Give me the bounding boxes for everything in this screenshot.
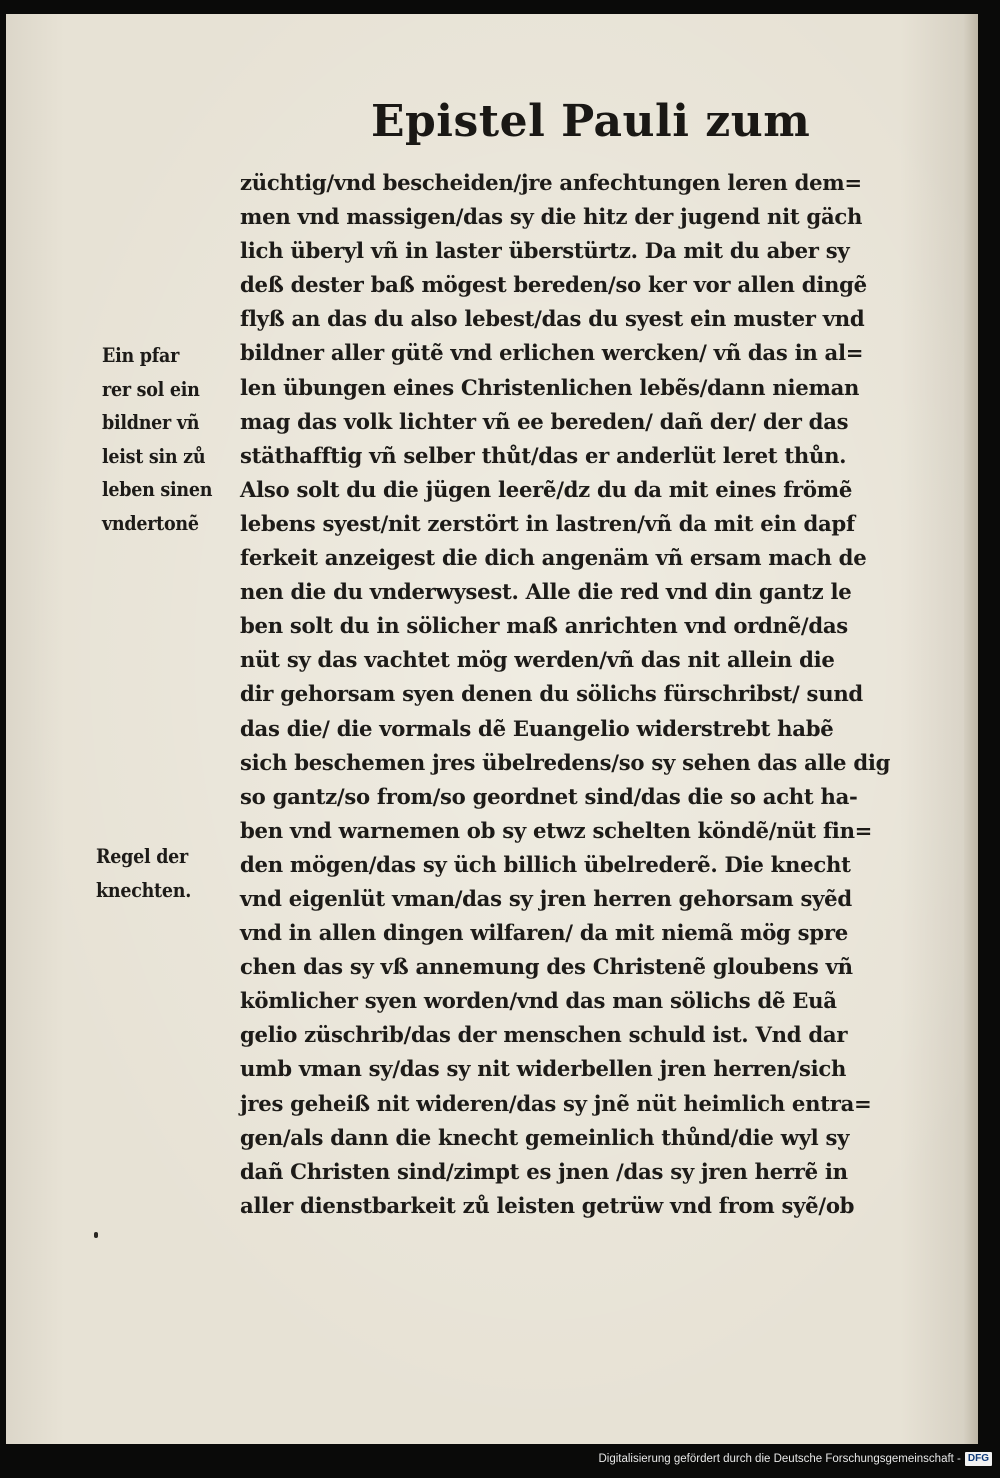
dfg-logo-icon: DFG	[965, 1452, 992, 1466]
text-line: stäthafftig vñ selber thůt/das er anderlüt leret thůn.	[240, 443, 847, 469]
text-line: ferkeit anzeigest die dich angenäm vñ ersam mach de	[240, 546, 867, 572]
text-line: dañ Christen sind/zimpt es jnen /das sy jren herrẽ in	[240, 1159, 848, 1185]
footer-credit-text: Digitalisierung gefördert durch die Deutsche Forschungsgemeinschaft -	[598, 1453, 961, 1465]
text-line: ben solt du in sölicher maß anrichten vnd ordnẽ/das	[240, 614, 848, 640]
page-spine-edge	[964, 14, 978, 1444]
text-line: so gantz/so from/so geordnet sind/das die so acht ha-	[240, 784, 858, 810]
book-page	[6, 14, 978, 1444]
text-line: dir gehorsam syen denen du sölichs fürschribst/ sund	[240, 682, 863, 708]
text-line: nüt sy das vachtet mög werden/vñ das nit allein die	[240, 648, 835, 674]
text-line: aller dienstbarkeit zů leisten getrüw vnd from syẽ/ob	[240, 1193, 855, 1219]
text-line: chen das sy vß annemung des Christenẽ gloubens vñ	[240, 955, 853, 981]
body-text-column	[240, 167, 950, 1224]
text-line: gelio züschrib/das der menschen schuld ist. Vnd dar	[240, 1023, 848, 1049]
text-line: züchtig/vnd bescheiden/jre anfechtungen leren dem=	[240, 171, 862, 196]
text-line: kömlicher syen worden/vnd das man sölichs dẽ Euã	[240, 989, 837, 1015]
gloss-line: Regel der	[96, 844, 189, 868]
text-line: den mögen/das sy üch billich übelrederẽ. Die knecht	[240, 852, 851, 878]
text-line: vnd in allen dingen wilfaren/ da mit niemã mög spre	[240, 921, 848, 947]
text-line: sich beschemen jres übelredens/so sy sehen das alle dig	[240, 750, 891, 776]
gloss-line: knechten.	[96, 877, 192, 902]
running-header: Epistel Pauli zum	[371, 96, 811, 147]
gloss-line: Ein pfar	[102, 343, 180, 367]
text-line: das die/ die vormals dẽ Euangelio widerstrebt habẽ	[240, 716, 834, 742]
text-line: deß dester baß mögest bereden/so ker vor allen dingẽ	[240, 273, 867, 299]
gloss-line: rer sol ein	[102, 376, 200, 401]
text-line: mag das volk lichter vñ ee bereden/ dañ der/ der das	[240, 409, 849, 435]
digitization-footer	[598, 1452, 992, 1466]
ink-speck	[94, 1232, 98, 1238]
text-line: Also solt du die jügen leerẽ/dz du da mit eines frömẽ	[240, 477, 853, 503]
text-line: lebens syest/nit zerstört in lastren/vñ da mit ein dapf	[240, 511, 855, 537]
text-line: lich überyl vñ in laster überstürtz. Da mit du aber sy	[240, 239, 850, 265]
gloss-line: leist sin zů	[102, 443, 206, 468]
text-line: vnd eigenlüt vman/das sy jren herren gehorsam syẽd	[240, 886, 852, 912]
marginal-gloss-pastor	[102, 339, 262, 540]
text-line: ben vnd warnemen ob sy etwz schelten köndẽ/nüt fin=	[240, 818, 873, 844]
text-line: men vnd massigen/das sy die hitz der jugend nit gäch	[240, 205, 863, 231]
marginal-gloss-servants	[96, 840, 256, 907]
gloss-line: leben sinen	[102, 477, 213, 501]
text-line: bildner aller gütẽ vnd erlichen wercken/ vñ das in al=	[240, 341, 864, 367]
text-line: nen die du vnderwysest. Alle die red vnd din gantz le	[240, 580, 852, 606]
text-line: len übungen eines Christenlichen lebẽs/dann nieman	[240, 375, 860, 401]
text-line: umb vman sy/das sy nit widerbellen jren herren/sich	[240, 1057, 847, 1083]
gloss-line: vndertonẽ	[102, 510, 199, 535]
text-line: jres geheiß nit wideren/das sy jnẽ nüt heimlich entra=	[240, 1091, 872, 1117]
text-line: gen/als dann die knecht gemeinlich thůnd/die wyl sy	[240, 1125, 850, 1151]
gloss-line: bildner vñ	[102, 410, 200, 434]
text-line: flyß an das du also lebest/das du syest ein muster vnd	[240, 307, 865, 333]
